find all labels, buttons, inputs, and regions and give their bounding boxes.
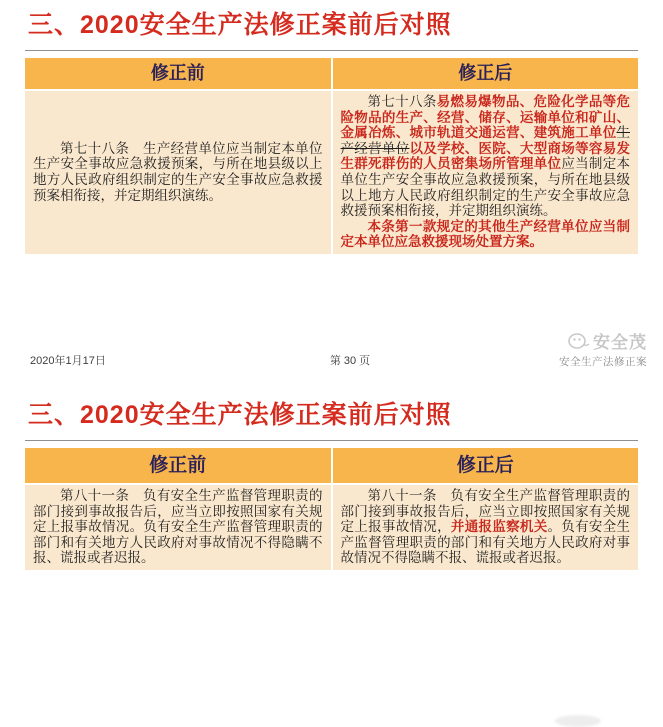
cell-before-article-81: [25, 485, 331, 570]
slide-2: [0, 390, 663, 722]
footer-page-number: 第 30 页: [329, 355, 371, 367]
cell-after-article-81: [333, 485, 639, 570]
text-run-deleted: 生产经营单位: [340, 125, 630, 156]
brand-name: 安全茂: [593, 333, 647, 352]
before-paragraph: 第八十一条 负有安全生产监督管理职责的部门接到事故报告后，应当立即按照国家有关规定上报事故情况。负有安全生产监督管理职责的部门和有关地方人民政府对事故情况不得隐瞒不报、谎报或者迟报。: [33, 488, 323, 566]
text-run: 第八十一条 负有安全生产监督管理职责的部门接到事故报告后，应当立即按照国家有关规定上报事故情况，: [340, 488, 630, 535]
slide-footer: [30, 352, 470, 368]
text-run-added: 易燃易爆物品、危险化学品等危险物品的生产、经营、储存、运输单位和矿山、金属冶炼、城市轨道交通运营、建筑施工单位: [340, 94, 631, 141]
cell-after-article-78: [333, 91, 639, 254]
comparison-table-1: [25, 58, 638, 254]
after-paragraph: [341, 488, 631, 566]
brand-watermark: [517, 328, 647, 369]
brand-face-icon: [568, 333, 590, 349]
text-run: 第七十八条: [367, 94, 437, 109]
column-header-after: 修正后: [333, 58, 639, 89]
text-run-added: 并通报监察机关: [450, 519, 548, 535]
text-run: 。负有安全生产监督管理职责的部门和有关地方人民政府对事故情况不得隐瞒不报、谎报或者迟报。: [340, 519, 631, 566]
partial-watermark: [555, 715, 601, 727]
after-paragraph: [341, 94, 631, 219]
column-header-after: 修正后: [333, 448, 639, 483]
cell-before-article-78: [25, 91, 331, 254]
slide-1-title: 三、2020安全生产法修正案前后对照: [28, 11, 452, 39]
after-paragraph-2: 本条第一款规定的其他生产经营单位应当制定本单位应急救援现场处置方案。: [340, 218, 630, 250]
footer-date: 2020年1月17日: [30, 355, 106, 367]
title-underline: [25, 440, 638, 441]
column-header-before: 修正前: [25, 58, 331, 89]
column-header-before: 修正前: [25, 448, 331, 483]
text-run-added: 以及学校、医院、大型商场等容易发生群死群伤的人员密集场所管理单位: [340, 140, 630, 172]
before-paragraph: 第七十八条 生产经营单位应当制定本单位生产安全事故应急救援预案，与所在地县级以上地方人民政府组织制定的生产安全事故应急救援预案相衔接，并定期组织演练。: [33, 140, 323, 203]
slide-2-title: 三、2020安全生产法修正案前后对照: [28, 401, 452, 429]
text-run: 应当制定本单位生产安全事故应急救援预案，与所在地县级以上地方人民政府组织制定的生产安全事故应急救援预案相衔接，并定期组织演练。: [340, 156, 631, 219]
comparison-table-2: [25, 448, 638, 570]
brand-caption: 安全生产法修正案: [559, 356, 647, 368]
title-underline: [25, 50, 638, 51]
